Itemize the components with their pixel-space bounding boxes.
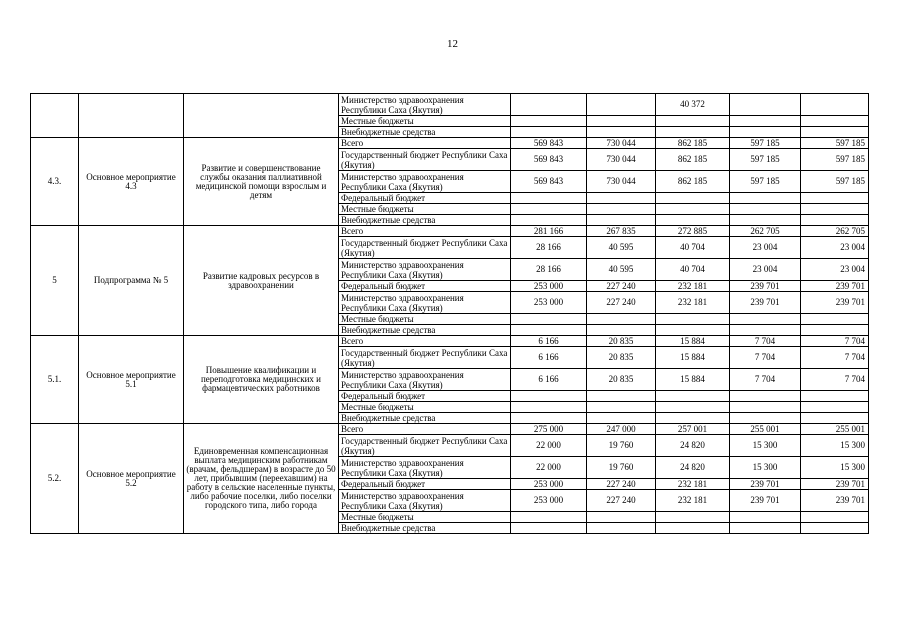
funding-value: 24 820 bbox=[656, 457, 730, 479]
item-name: Основное мероприятие 5.1 bbox=[79, 336, 184, 424]
funding-value bbox=[801, 215, 869, 226]
funding-value: 257 001 bbox=[656, 424, 730, 435]
funding-value bbox=[801, 127, 869, 138]
funding-value: 730 044 bbox=[587, 171, 656, 193]
funding-source: Министерство здравоохранения Республики Саха (Якутия) bbox=[339, 369, 511, 391]
funding-source: Государственный бюджет Республики Саха (Якутия) bbox=[339, 237, 511, 259]
funding-value: 597 185 bbox=[801, 138, 869, 149]
funding-value bbox=[587, 391, 656, 402]
funding-value: 6 166 bbox=[511, 336, 587, 347]
funding-value: 272 885 bbox=[656, 226, 730, 237]
funding-value: 247 000 bbox=[587, 424, 656, 435]
item-name: Основное мероприятие 5.2 bbox=[79, 424, 184, 534]
item-description: Развитие кадровых ресурсов в здравоохранении bbox=[184, 226, 339, 336]
funding-value bbox=[587, 127, 656, 138]
funding-value: 15 300 bbox=[801, 435, 869, 457]
funding-value bbox=[730, 204, 801, 215]
funding-source: Государственный бюджет Республики Саха (Якутия) bbox=[339, 149, 511, 171]
funding-value: 569 843 bbox=[511, 171, 587, 193]
funding-value bbox=[587, 116, 656, 127]
funding-value bbox=[511, 193, 587, 204]
funding-value: 253 000 bbox=[511, 281, 587, 292]
funding-value: 730 044 bbox=[587, 138, 656, 149]
funding-value: 23 004 bbox=[801, 259, 869, 281]
funding-value: 597 185 bbox=[730, 138, 801, 149]
funding-source: Внебюджетные средства bbox=[339, 215, 511, 226]
funding-value bbox=[801, 512, 869, 523]
funding-value: 15 884 bbox=[656, 369, 730, 391]
funding-value bbox=[801, 402, 869, 413]
funding-table bbox=[30, 93, 869, 534]
item-description: Единовременная компенсационная выплата медицинским работникам (врачам, фельдшерам) в возрасте до 50 лет, прибывшим (переехавшим) на работу в сельские населенные пункты, либо рабочие поселки, либо поселки городского типа, либо города bbox=[184, 424, 339, 534]
funding-source: Всего bbox=[339, 424, 511, 435]
funding-value bbox=[656, 204, 730, 215]
funding-value: 227 240 bbox=[587, 479, 656, 490]
funding-value: 262 705 bbox=[801, 226, 869, 237]
funding-source: Министерство здравоохранения Республики Саха (Якутия) bbox=[339, 259, 511, 281]
funding-source: Внебюджетные средства bbox=[339, 325, 511, 336]
funding-source: Местные бюджеты bbox=[339, 204, 511, 215]
page-number: 12 bbox=[447, 38, 458, 50]
funding-value: 6 166 bbox=[511, 347, 587, 369]
funding-value bbox=[511, 127, 587, 138]
funding-value bbox=[801, 413, 869, 424]
funding-value bbox=[511, 94, 587, 116]
funding-value: 253 000 bbox=[511, 479, 587, 490]
funding-value: 227 240 bbox=[587, 292, 656, 314]
funding-value: 597 185 bbox=[801, 149, 869, 171]
funding-value: 19 760 bbox=[587, 435, 656, 457]
funding-value bbox=[801, 116, 869, 127]
item-number bbox=[31, 94, 79, 138]
funding-value bbox=[511, 413, 587, 424]
funding-value bbox=[656, 127, 730, 138]
funding-value bbox=[730, 523, 801, 534]
funding-value: 20 835 bbox=[587, 347, 656, 369]
funding-source: Министерство здравоохранения Республики Саха (Якутия) bbox=[339, 171, 511, 193]
funding-value bbox=[730, 413, 801, 424]
funding-value: 281 166 bbox=[511, 226, 587, 237]
item-description bbox=[184, 94, 339, 138]
funding-value bbox=[730, 391, 801, 402]
table-row bbox=[31, 226, 869, 237]
funding-value: 862 185 bbox=[656, 149, 730, 171]
funding-source: Федеральный бюджет bbox=[339, 479, 511, 490]
funding-value bbox=[656, 215, 730, 226]
funding-value bbox=[656, 116, 730, 127]
table-row bbox=[31, 336, 869, 347]
funding-value bbox=[656, 193, 730, 204]
funding-source: Министерство здравоохранения Республики Саха (Якутия) bbox=[339, 292, 511, 314]
funding-value bbox=[511, 402, 587, 413]
funding-value: 239 701 bbox=[801, 292, 869, 314]
funding-value bbox=[587, 325, 656, 336]
funding-source: Местные бюджеты bbox=[339, 402, 511, 413]
funding-value: 15 884 bbox=[656, 347, 730, 369]
funding-value bbox=[730, 402, 801, 413]
funding-value: 28 166 bbox=[511, 259, 587, 281]
funding-value: 569 843 bbox=[511, 149, 587, 171]
funding-value: 15 884 bbox=[656, 336, 730, 347]
funding-source: Министерство здравоохранения Республики Саха (Якутия) bbox=[339, 490, 511, 512]
funding-value: 232 181 bbox=[656, 479, 730, 490]
funding-value bbox=[511, 314, 587, 325]
funding-value bbox=[730, 512, 801, 523]
funding-value bbox=[587, 193, 656, 204]
funding-value: 253 000 bbox=[511, 490, 587, 512]
funding-value bbox=[511, 512, 587, 523]
table-row bbox=[31, 138, 869, 149]
funding-source: Федеральный бюджет bbox=[339, 193, 511, 204]
funding-value: 569 843 bbox=[511, 138, 587, 149]
funding-value bbox=[801, 204, 869, 215]
funding-value: 239 701 bbox=[730, 292, 801, 314]
funding-value: 730 044 bbox=[587, 149, 656, 171]
funding-value: 239 701 bbox=[801, 479, 869, 490]
funding-value: 40 595 bbox=[587, 259, 656, 281]
funding-value: 232 181 bbox=[656, 292, 730, 314]
funding-value bbox=[511, 325, 587, 336]
funding-value: 253 000 bbox=[511, 292, 587, 314]
funding-value: 232 181 bbox=[656, 281, 730, 292]
funding-value bbox=[587, 215, 656, 226]
funding-value: 40 704 bbox=[656, 237, 730, 259]
funding-source: Всего bbox=[339, 138, 511, 149]
item-number: 5.2. bbox=[31, 424, 79, 534]
funding-value: 28 166 bbox=[511, 237, 587, 259]
funding-value: 23 004 bbox=[730, 259, 801, 281]
funding-value: 15 300 bbox=[730, 457, 801, 479]
item-number: 4.3. bbox=[31, 138, 79, 226]
funding-value: 40 704 bbox=[656, 259, 730, 281]
funding-value: 262 705 bbox=[730, 226, 801, 237]
funding-value bbox=[801, 94, 869, 116]
funding-value: 255 001 bbox=[730, 424, 801, 435]
table-row bbox=[31, 94, 869, 116]
item-name bbox=[79, 94, 184, 138]
item-description: Развитие и совершенствование службы оказания паллиативной медицинской помощи взрослым и детям bbox=[184, 138, 339, 226]
funding-value: 6 166 bbox=[511, 369, 587, 391]
funding-value: 239 701 bbox=[730, 281, 801, 292]
funding-value bbox=[587, 94, 656, 116]
table-row bbox=[31, 424, 869, 435]
funding-value: 20 835 bbox=[587, 336, 656, 347]
funding-source: Местные бюджеты bbox=[339, 314, 511, 325]
funding-value bbox=[801, 193, 869, 204]
item-number: 5 bbox=[31, 226, 79, 336]
funding-value bbox=[587, 413, 656, 424]
funding-source: Министерство здравоохранения Республики Саха (Якутия) bbox=[339, 457, 511, 479]
funding-value: 22 000 bbox=[511, 435, 587, 457]
funding-value: 23 004 bbox=[801, 237, 869, 259]
funding-value: 239 701 bbox=[801, 490, 869, 512]
funding-value bbox=[656, 413, 730, 424]
funding-value: 7 704 bbox=[801, 347, 869, 369]
funding-value: 24 820 bbox=[656, 435, 730, 457]
funding-value: 22 000 bbox=[511, 457, 587, 479]
funding-value bbox=[656, 325, 730, 336]
funding-source: Местные бюджеты bbox=[339, 116, 511, 127]
funding-value bbox=[656, 523, 730, 534]
funding-source: Всего bbox=[339, 226, 511, 237]
funding-value bbox=[656, 512, 730, 523]
funding-value bbox=[656, 391, 730, 402]
funding-value: 239 701 bbox=[801, 281, 869, 292]
funding-source: Государственный бюджет Республики Саха (Якутия) bbox=[339, 347, 511, 369]
funding-value bbox=[730, 193, 801, 204]
funding-value bbox=[730, 127, 801, 138]
funding-value: 19 760 bbox=[587, 457, 656, 479]
funding-source: Федеральный бюджет bbox=[339, 391, 511, 402]
funding-value bbox=[801, 391, 869, 402]
funding-value bbox=[587, 402, 656, 413]
funding-value: 20 835 bbox=[587, 369, 656, 391]
funding-source: Внебюджетные средства bbox=[339, 127, 511, 138]
funding-table-body bbox=[31, 94, 869, 534]
funding-value bbox=[511, 204, 587, 215]
funding-value bbox=[511, 116, 587, 127]
funding-value bbox=[511, 215, 587, 226]
item-name: Подпрограмма № 5 bbox=[79, 226, 184, 336]
funding-value: 597 185 bbox=[801, 171, 869, 193]
funding-value: 255 001 bbox=[801, 424, 869, 435]
funding-value: 862 185 bbox=[656, 171, 730, 193]
funding-value bbox=[730, 215, 801, 226]
funding-value bbox=[587, 314, 656, 325]
funding-value: 15 300 bbox=[801, 457, 869, 479]
funding-value: 7 704 bbox=[801, 336, 869, 347]
funding-value bbox=[587, 523, 656, 534]
item-number: 5.1. bbox=[31, 336, 79, 424]
funding-value: 40 372 bbox=[656, 94, 730, 116]
funding-source: Всего bbox=[339, 336, 511, 347]
funding-source: Министерство здравоохранения Республики Саха (Якутия) bbox=[339, 94, 511, 116]
funding-value: 597 185 bbox=[730, 149, 801, 171]
funding-source: Федеральный бюджет bbox=[339, 281, 511, 292]
funding-value bbox=[730, 94, 801, 116]
funding-value bbox=[730, 314, 801, 325]
funding-value bbox=[511, 523, 587, 534]
funding-value bbox=[801, 314, 869, 325]
funding-value: 7 704 bbox=[730, 347, 801, 369]
funding-source: Внебюджетные средства bbox=[339, 523, 511, 534]
funding-source: Местные бюджеты bbox=[339, 512, 511, 523]
funding-value: 597 185 bbox=[730, 171, 801, 193]
funding-value: 232 181 bbox=[656, 490, 730, 512]
funding-value: 227 240 bbox=[587, 281, 656, 292]
funding-source: Внебюджетные средства bbox=[339, 413, 511, 424]
funding-value: 862 185 bbox=[656, 138, 730, 149]
funding-value: 7 704 bbox=[730, 336, 801, 347]
funding-value bbox=[587, 512, 656, 523]
funding-value: 23 004 bbox=[730, 237, 801, 259]
funding-value bbox=[587, 204, 656, 215]
funding-value: 239 701 bbox=[730, 479, 801, 490]
funding-value bbox=[656, 314, 730, 325]
funding-value bbox=[656, 402, 730, 413]
funding-value: 15 300 bbox=[730, 435, 801, 457]
item-name: Основное мероприятие 4.3 bbox=[79, 138, 184, 226]
funding-value bbox=[730, 116, 801, 127]
funding-value: 40 595 bbox=[587, 237, 656, 259]
funding-value: 227 240 bbox=[587, 490, 656, 512]
funding-value: 7 704 bbox=[801, 369, 869, 391]
funding-value: 239 701 bbox=[730, 490, 801, 512]
funding-source: Государственный бюджет Республики Саха (Якутия) bbox=[339, 435, 511, 457]
funding-value: 267 835 bbox=[587, 226, 656, 237]
item-description: Повышение квалификации и переподготовка медицинских и фармацевтических работников bbox=[184, 336, 339, 424]
funding-value: 7 704 bbox=[730, 369, 801, 391]
funding-value bbox=[730, 325, 801, 336]
funding-value bbox=[511, 391, 587, 402]
funding-value bbox=[801, 523, 869, 534]
funding-value bbox=[801, 325, 869, 336]
funding-value: 275 000 bbox=[511, 424, 587, 435]
